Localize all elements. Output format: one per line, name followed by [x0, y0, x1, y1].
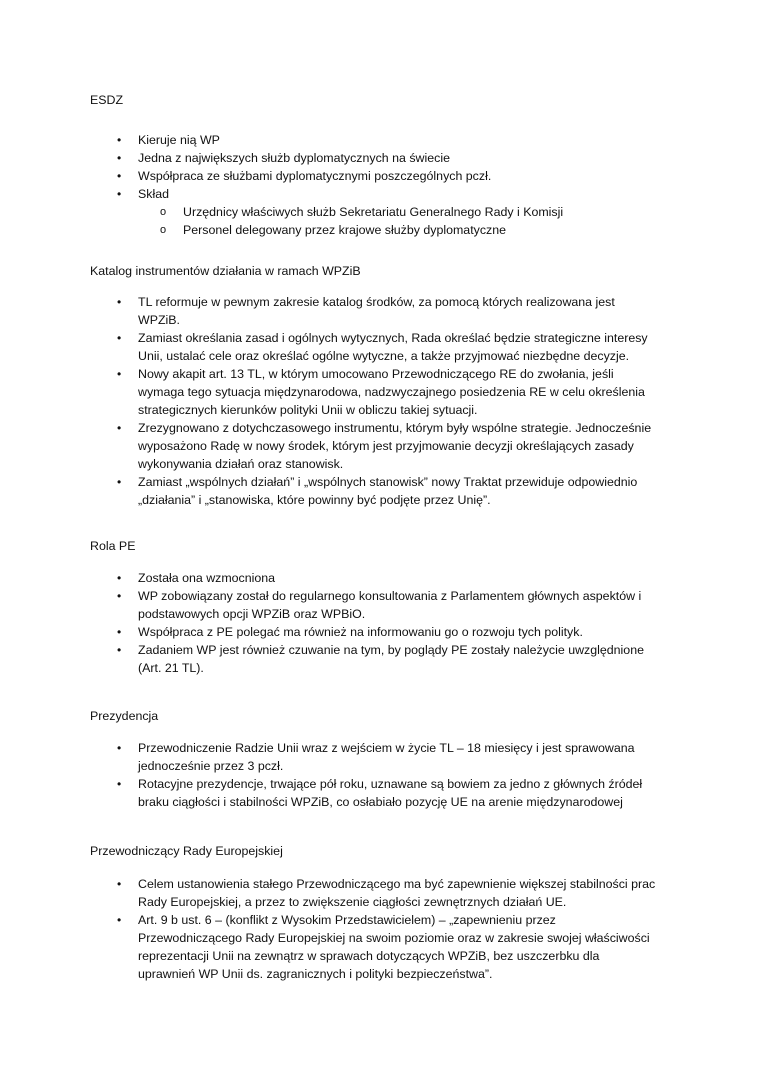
- bullet-icon: •: [117, 877, 122, 891]
- section-heading: Rola PE: [90, 539, 136, 553]
- text-line: Współpraca z PE polegać ma również na informowaniu go o rozwoju tych polityk.: [138, 625, 583, 639]
- text-line: Skład: [138, 187, 169, 201]
- text-line: Personel delegowany przez krajowe służby dyplomatyczne: [183, 223, 507, 237]
- text-line: Nowy akapit art. 13 TL, w którym umocowano Przewodniczącego RE do zwołania, jeśli: [138, 367, 614, 381]
- text-line: Jedna z największych służb dyplomatycznych na świecie: [138, 151, 450, 165]
- bullet-icon: •: [117, 571, 122, 585]
- text-line: strategicznych kierunków polityki Unii w obliczu takiej sytuacji.: [138, 403, 478, 417]
- section: [90, 707, 643, 809]
- text-line: Współpraca ze służbami dyplomatycznymi poszczególnych pczł.: [138, 169, 492, 183]
- list-item: [90, 587, 644, 623]
- section: [90, 262, 652, 507]
- text-line: wykonywania działań oraz stanowisk.: [138, 457, 344, 471]
- text-line: Rady Europejskiej, a przez to zwiększenie ciągłości zewnętrznych działań UE.: [138, 895, 567, 909]
- list-item: [90, 185, 563, 203]
- section: [90, 91, 564, 237]
- text-line: Art. 9 b ust. 6 – (konflikt z Wysokim Przedstawicielem) – „zapewnieniu przez: [138, 913, 556, 927]
- text-line: Przewodniczącego Rady Europejskiej na swoim poziomie oraz w zakresie swojej właściwości: [138, 931, 650, 945]
- text-line: wymaga tego sytuacja międzynarodowa, nadzwyczajnego posiedzenia RE w celu określenia: [138, 385, 645, 399]
- list-item: [90, 473, 651, 509]
- text-line: „działania” i „stanowiska, które powinny być podjęte przez Unię”.: [138, 493, 491, 507]
- list-item: [90, 739, 642, 775]
- list-item: [90, 167, 563, 185]
- text-line: Przewodniczenie Radzie Unii wraz z wejściem w życie TL – 18 miesięcy i jest sprawowana: [138, 741, 635, 755]
- text-line: Zrezygnowano z dotychczasowego instrumentu, którym były wspólne strategie. Jednocześnie: [138, 421, 652, 435]
- text-line: Rotacyjne prezydencje, trwające pół roku, uznawane są bowiem za jedno z głównych źródeł: [138, 777, 643, 791]
- bullet-icon: •: [117, 421, 122, 435]
- bullet-icon: •: [117, 367, 122, 381]
- text-line: WPZiB.: [138, 313, 180, 327]
- bullet-icon: •: [117, 625, 122, 639]
- bullet-icon: •: [117, 741, 122, 755]
- section-heading: Katalog instrumentów działania w ramach WPZiB: [90, 264, 361, 278]
- bullet-icon: •: [117, 169, 122, 183]
- section-heading: ESDZ: [90, 93, 124, 107]
- bullet-icon: •: [117, 331, 122, 345]
- section: [90, 842, 656, 981]
- sub-list-item: [90, 221, 563, 239]
- bullet-icon: •: [117, 777, 122, 791]
- bullet-icon: •: [117, 643, 122, 657]
- circle-bullet-icon: o: [160, 224, 167, 236]
- list-item: [90, 641, 644, 677]
- text-line: podstawowych opcji WPZiB oraz WPBiO.: [138, 607, 366, 621]
- text-line: uprawnień WP Unii ds. zagranicznych i polityki bezpieczeństwa”.: [138, 967, 493, 981]
- text-line: wyposażono Radę w nowy środek, którym jest przyjmowanie decyzji określających zasady: [138, 439, 634, 453]
- sub-list-item: [90, 203, 563, 221]
- text-line: Urzędnicy właściwych służb Sekretariatu Generalnego Rady i Komisji: [183, 205, 564, 219]
- text-line: Zadaniem WP jest również czuwanie na tym, by poglądy PE zostały należycie uwzględnione: [138, 643, 644, 657]
- list-item: [90, 623, 644, 641]
- bullet-list: [90, 293, 651, 509]
- text-line: TL reformuje w pewnym zakresie katalog środków, za pomocą których realizowana jest: [138, 295, 615, 309]
- bullet-list: [90, 875, 655, 983]
- bullet-icon: •: [117, 475, 122, 489]
- bullet-icon: •: [117, 187, 122, 201]
- list-item: [90, 775, 642, 811]
- list-item: [90, 293, 651, 329]
- list-item: [90, 365, 651, 419]
- bullet-icon: •: [117, 913, 122, 927]
- list-item: [90, 131, 563, 149]
- list-item: [90, 569, 644, 587]
- section-heading: Prezydencja: [90, 709, 159, 723]
- bullet-icon: •: [117, 151, 122, 165]
- text-line: Została ona wzmocniona: [138, 571, 276, 585]
- text-line: Zamiast „wspólnych działań” i „wspólnych stanowisk” nowy Traktat przewiduje odpowiednio: [138, 475, 638, 489]
- text-line: (Art. 21 TL).: [138, 661, 204, 675]
- text-line: jednocześnie przez 3 pczł.: [138, 759, 284, 773]
- list-item: [90, 149, 563, 167]
- text-line: WP zobowiązany został do regularnego konsultowania z Parlamentem głównych aspektów i: [138, 589, 642, 603]
- text-line: Zamiast określania zasad i ogólnych wytycznych, Rada określać będzie strategiczne interesy: [138, 331, 648, 345]
- section: [90, 537, 644, 675]
- bullet-icon: •: [117, 295, 122, 309]
- bullet-icon: •: [117, 133, 122, 147]
- circle-bullet-icon: o: [160, 206, 167, 218]
- list-item: [90, 875, 655, 911]
- bullet-icon: •: [117, 589, 122, 603]
- bullet-list: [90, 131, 563, 239]
- section-heading: Przewodniczący Rady Europejskiej: [90, 844, 283, 858]
- bullet-list: [90, 739, 642, 811]
- text-line: Celem ustanowienia stałego Przewodniczącego ma być zapewnienie większej stabilności prac: [138, 877, 656, 891]
- text-line: reprezentacji Unii na zewnątrz w sprawach dotyczących WPZiB, bez uszczerbku dla: [138, 949, 600, 963]
- list-item: [90, 329, 651, 365]
- list-item: [90, 911, 655, 983]
- text-line: Kieruje nią WP: [138, 133, 220, 147]
- bullet-list: [90, 569, 644, 677]
- text-line: Unii, ustalać cele oraz określać ogólne wytyczne, a także przyjmować niezbędne decyzje.: [138, 349, 630, 363]
- list-item: [90, 419, 651, 473]
- text-line: braku ciągłości i stabilności WPZiB, co osłabiało pozycję UE na arenie międzynarodowej: [138, 795, 623, 809]
